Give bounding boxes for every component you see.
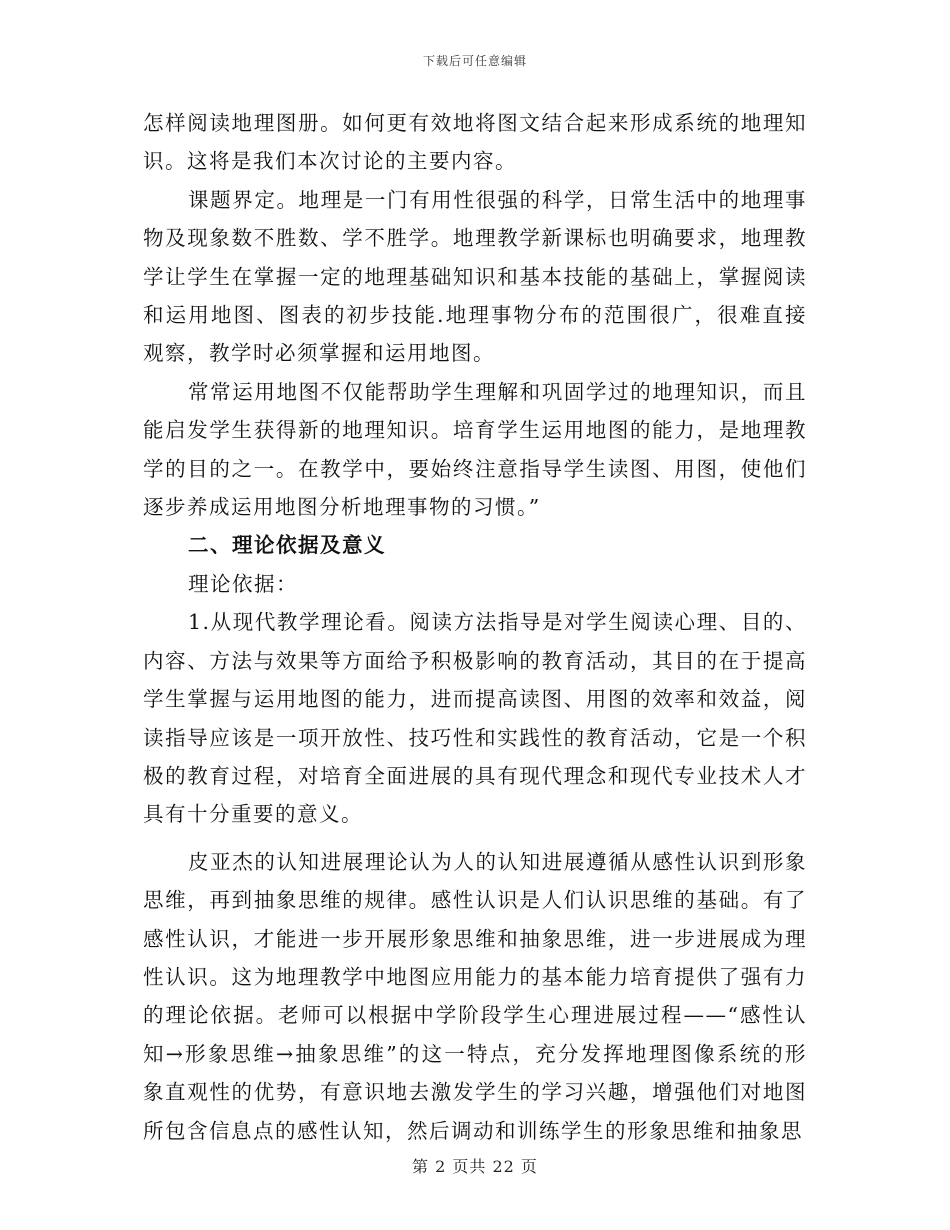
page-header: 下载后可任意编辑 [422,54,527,68]
paragraph-continuation: 怎样阅读地理图册。如何更有效地将图文结合起来形成系统的地理知识。这将是我们本次讨论的主要内容。 [143,111,807,174]
paragraph-piaget-theory: 皮亚杰的认知进展理论认为人的认知进展遵循从感性认识到形象思维，再到抽象思维的规律。感性认识是人们认识思维的基础。有了感性认识，才能进一步开展形象思维和抽象思维，进一步进展成为理性认识。这为地理教学中地图应用能力的基本能力培育提供了强有力的理论依据。老师可以根据中学阶段学生心理进展过程——“感性认知→形象思维→抽象思维”的这一特点，充分发挥地理图像系统的形象直观性的优势，有意识地去激发学生的学习兴趣，增强他们对地图所包含信息点的感性认知，然后调动和训练学生的形象思维和抽象思 [143,849,807,1143]
paragraph-topic-definition: 课题界定。地理是一门有用性很强的科学，日常生活中的地理事物及现象数不胜数、学不胜学。地理教学新课标也明确要求，地理教学让学生在掌握一定的地理基础知识和基本技能的基础上，掌握阅读和运用地图、图表的初步技能.地理事物分布的范围很广，很难直接观察，教学时必须掌握和运用地图。 [143,187,807,366]
section-heading: 二、理论依据及意义 [188,533,386,558]
page-number: 第 2 页共 22 页 [412,1157,538,1176]
paragraph-map-usage: 常常运用地图不仅能帮助学生理解和巩固学过的地理知识，而且能启发学生获得新的地理知识。培育学生运用地图的能力，是地理教学的目的之一。在教学中，要始终注意指导学生读图、用图，使他们逐步养成运用地图分析地理事物的习惯。” [143,379,807,520]
paragraph-modern-teaching-theory: 1.从现代教学理论看。阅读方法指导是对学生阅读心理、目的、内容、方法与效果等方面给予积极影响的教育活动，其目的在于提高学生掌握与运用地图的能力，进而提高读图、用图的效率和效益，阅读指导应该是一项开放性、技巧性和实践性的教育活动，它是一个积极的教育过程，对培育全面进展的具有现代理念和现代专业技术人才具有十分重要的意义。 [143,610,807,827]
subheading-theory-basis: 理论依据： [188,571,298,596]
document-body [143,104,807,1150]
